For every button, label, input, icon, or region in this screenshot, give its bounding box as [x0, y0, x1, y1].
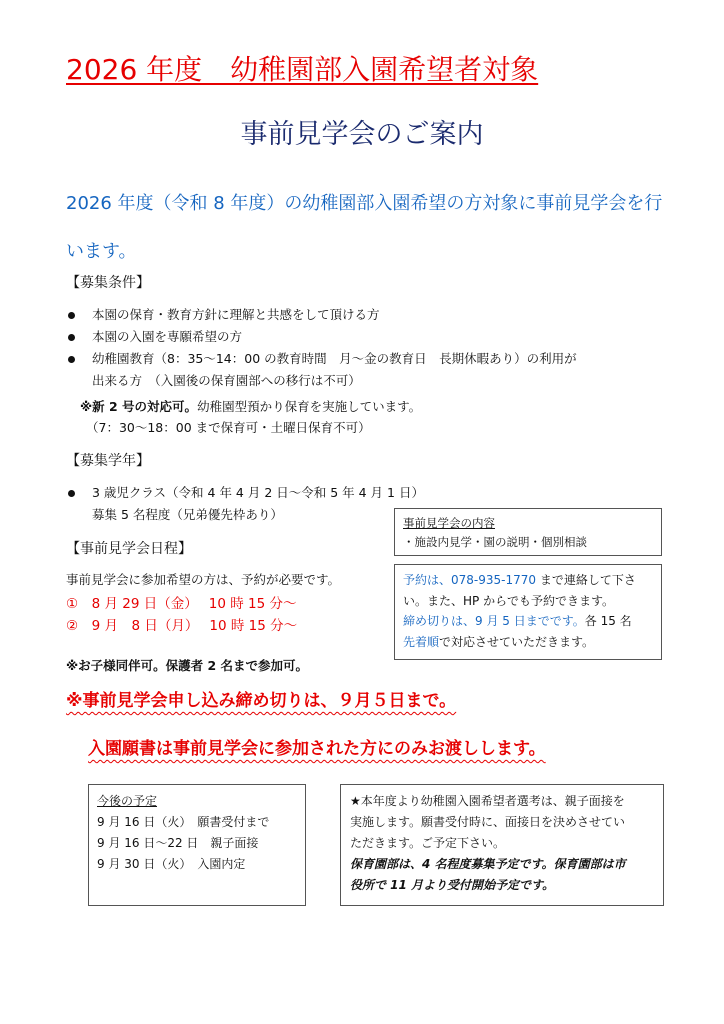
notice-line: ★本年度より幼稚園入園希望者選考は、親子面接を — [350, 794, 625, 808]
reservation-line-1: 予約は、078-935-1770 まで連絡して下さ — [403, 573, 636, 587]
list-item: 本園の入園を専願希望の方 — [66, 326, 577, 348]
list-item-continuation: 出来る方 （入園後の保育園部への移行は不可） — [92, 373, 361, 388]
future-schedule-box — [88, 784, 306, 906]
notice-line: ただきます。ご予定下さい。 — [350, 836, 506, 850]
list-item-continuation: 募集 5 名程度（兄弟優先枠あり） — [92, 507, 283, 522]
new-type-note: ※新 2 号の対応可。幼稚園型預かり保育を実施しています。 — [80, 399, 422, 414]
page-title: 2026 年度 幼稚園部入園希望者対象 — [66, 53, 539, 86]
reservation-line-4: 先着順で対応させていただきます。 — [403, 634, 595, 649]
schedule-date-1: ① 8 月 29 日（金） 10 時 15 分～ — [66, 596, 297, 612]
intro-text: 2026 年度（令和 8 年度）の幼稚園部入園希望の方対象に事前見学会を行います。 — [66, 193, 663, 262]
nursery-notice-line: 保育園部は、4 名程度募集予定です。保育園部は市 — [350, 857, 626, 871]
childcare-hours-note: （7：30～18：00 まで保育可・土曜日保育不可） — [86, 420, 371, 435]
companion-note: ※お子様同伴可。保護者 2 名まで参加可。 — [66, 658, 309, 673]
notice-line: 実施します。願書受付時に、面接日を決めさせてい — [350, 815, 626, 829]
application-notice: 入園願書は事前見学会に参加された方にのみお渡しします。 — [88, 739, 546, 759]
schedule-heading: 【事前見学会日程】 — [66, 541, 192, 557]
list-item: 幼稚園教育（8：35～14：00 の教育時間 月～金の教育日 長期休暇あり）の利用が — [66, 348, 577, 370]
future-schedule-row: 9 月 16 日～22 日 親子面接 — [97, 836, 259, 850]
future-schedule-row: 9 月 16 日（火） 願書受付まで — [97, 815, 270, 829]
selection-notice-box — [340, 784, 664, 906]
recruit-grade-heading: 【募集学年】 — [66, 453, 150, 469]
nursery-notice-line: 役所で 11 月より受付開始予定です。 — [350, 878, 555, 892]
future-schedule-row: 9 月 30 日（火） 入園内定 — [97, 857, 246, 871]
list-item: 3 歳児クラス（令和 4 年 4 月 2 日～令和 5 年 4 月 1 日） — [66, 482, 424, 504]
list-item: 本園の保育・教育方針に理解と共感をして頂ける方 — [66, 304, 577, 326]
reservation-box — [394, 564, 662, 660]
reservation-line-2: い。また、HP からでも予約できます。 — [403, 593, 614, 608]
bullet-icon — [68, 312, 75, 319]
bullet-icon — [68, 356, 75, 363]
content-box — [394, 508, 662, 556]
bullet-icon — [68, 334, 75, 341]
content-box-title: 事前見学会の内容 — [403, 516, 495, 530]
content-box-body: ・施設内見学・園の説明・個別相談 — [403, 535, 587, 549]
bullet-icon — [68, 490, 75, 497]
recruit-conditions-list — [66, 304, 577, 392]
schedule-lead: 事前見学会に参加希望の方は、予約が必要です。 — [66, 572, 341, 587]
future-schedule-title: 今後の予定 — [97, 794, 158, 808]
schedule-date-2: ② 9 月 8 日（月） 10 時 15 分～ — [66, 618, 298, 634]
page-subtitle: 事前見学会のご案内 — [240, 119, 484, 150]
deadline-notice: ※事前見学会申し込み締め切りは、９月５日まで。 — [66, 691, 457, 711]
recruit-conditions-heading: 【募集条件】 — [66, 275, 150, 291]
recruit-grade-list — [66, 482, 424, 526]
reservation-line-3: 締め切りは、9 月 5 日までです。各 15 名 — [403, 614, 632, 628]
